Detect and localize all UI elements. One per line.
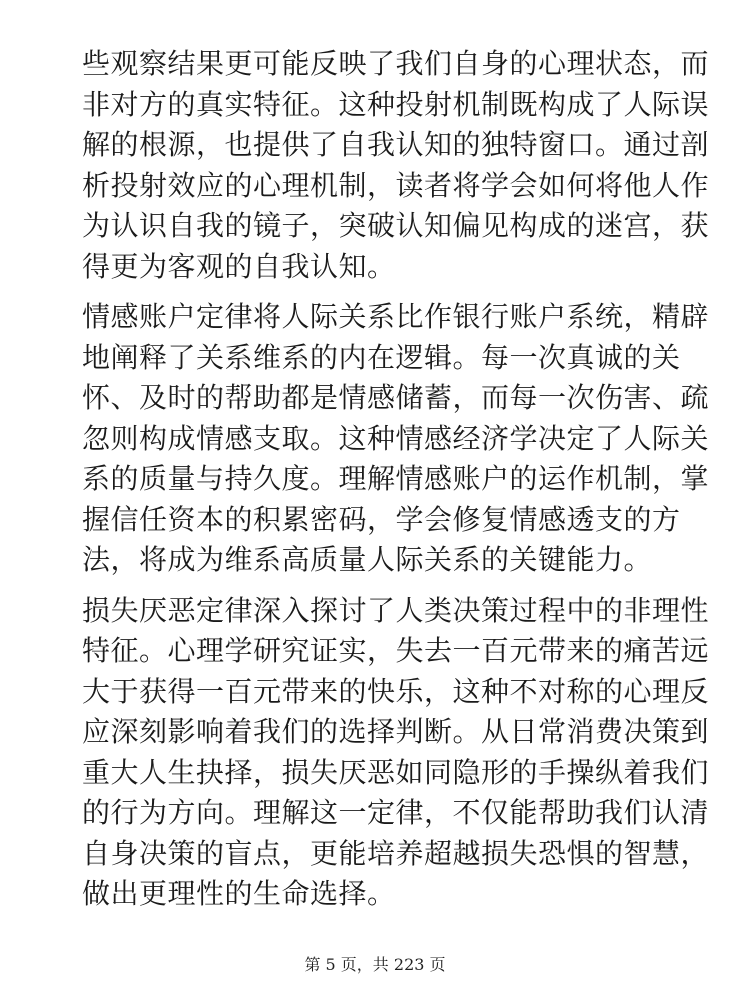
- text-line: 做出更理性的生命选择。: [82, 877, 396, 910]
- text-line: 得更为客观的自我认知。: [82, 249, 396, 283]
- text-line: 损失厌恶定律深入探讨了人类决策过程中的非理性: [82, 593, 710, 627]
- text-line: 地阐释了关系维系的内在逻辑。每一次真诚的关: [82, 340, 681, 374]
- text-line: 自身决策的盲点，更能培养超越损失恐惧的智慧，: [82, 836, 710, 870]
- text-line: 系的质量与持久度。理解情感账户的运作机制，掌: [82, 462, 710, 495]
- text-line: 怀、及时的帮助都是情感储蓄，而每一次伤害、疏: [82, 381, 710, 414]
- body-text: [82, 44, 710, 915]
- text-line: 的行为方向。理解这一定律，不仅能帮助我们认清: [82, 796, 710, 829]
- text-line: 重大人生抉择，损失厌恶如同隐形的手操纵着我们: [82, 755, 710, 789]
- text-line: 情感账户定律将人际关系比作银行账户系统，精辟: [82, 300, 710, 333]
- text-line: 非对方的真实特征。这种投射机制既构成了人际误: [82, 87, 710, 121]
- text-line: 应深刻影响着我们的选择判断。从日常消费决策到: [82, 715, 710, 748]
- page-number: 第 5 页，共 223 页: [304, 955, 446, 974]
- text-line: 特征。心理学研究证实，失去一百元带来的痛苦远: [82, 634, 710, 667]
- text-line: 法，将成为维系高质量人际关系的关键能力。: [82, 543, 653, 576]
- text-line: 忽则构成情感支取。这种情感经济学决定了人际关: [82, 421, 710, 455]
- text-line: 析投射效应的心理机制，读者将学会如何将他人作: [82, 168, 710, 202]
- text-line: 些观察结果更可能反映了我们自身的心理状态，而: [82, 47, 710, 80]
- paragraph-loss-aversion: [82, 591, 710, 915]
- text-line: 为认识自我的镜子，突破认知偏见构成的迷宫，获: [82, 209, 710, 242]
- paragraph-emotional-account: [82, 297, 710, 581]
- paragraph-projection: [82, 44, 710, 287]
- text-line: 解的根源，也提供了自我认知的独特窗口。通过剖: [82, 128, 710, 161]
- text-line: 握信任资本的积累密码，学会修复情感透支的方: [82, 502, 681, 536]
- text-line: 大于获得一百元带来的快乐，这种不对称的心理反: [82, 674, 710, 708]
